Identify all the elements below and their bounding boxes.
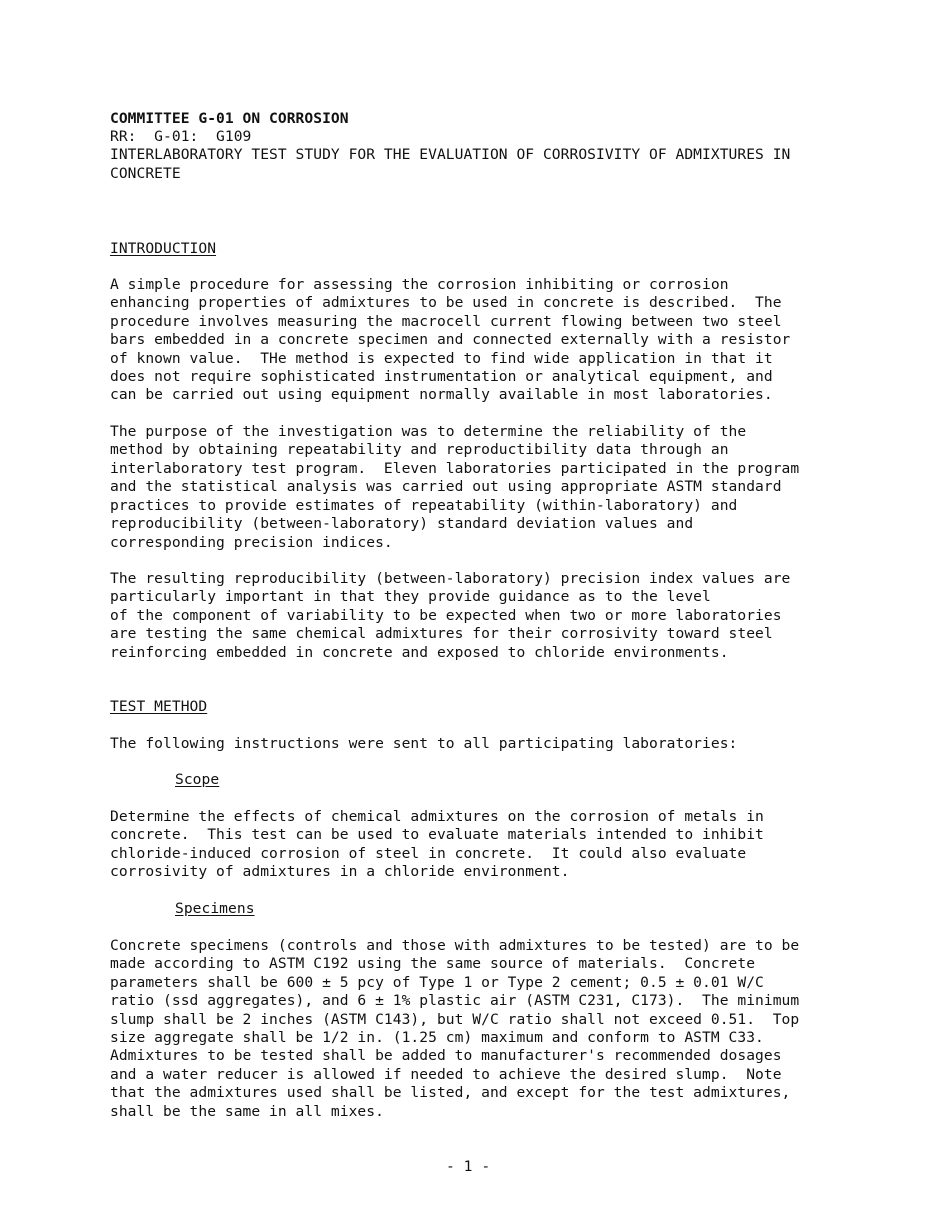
document-title-line-2: CONCRETE: [110, 165, 181, 182]
intro-p2-line: reproducibility (between-laboratory) standard deviation values and: [110, 515, 694, 532]
document-title-line-1: INTERLABORATORY TEST STUDY FOR THE EVALUATION OF CORROSIVITY OF ADMIXTURES IN: [110, 146, 791, 163]
test-method-heading: TEST METHOD: [110, 698, 208, 715]
introduction-heading: INTRODUCTION: [110, 240, 217, 257]
scope-line: Determine the effects of chemical admixtures on the corrosion of metals in: [110, 808, 764, 825]
committee-heading: COMMITTEE G-01 ON CORROSION: [110, 110, 349, 127]
scope-line: chloride-induced corrosion of steel in concrete. It could also evaluate: [110, 845, 747, 862]
page-number: - 1 -: [446, 1158, 491, 1175]
intro-p1-line: enhancing properties of admixtures to be used in concrete is described. The: [110, 294, 782, 311]
scope-line: concrete. This test can be used to evaluate materials intended to inhibit: [110, 826, 764, 843]
specimens-line: ratio (ssd aggregates), and 6 ± 1% plastic air (ASTM C231, C173). The minimum: [110, 992, 800, 1009]
specimens-line: and a water reducer is allowed if needed to achieve the desired slump. Note: [110, 1066, 782, 1083]
intro-p3-line: are testing the same chemical admixtures for their corrosivity toward steel: [110, 625, 773, 642]
intro-p3-line: particularly important in that they provide guidance as to the level: [110, 588, 711, 605]
specimens-line: Concrete specimens (controls and those with admixtures to be tested) are to be: [110, 937, 800, 954]
intro-p1-line: A simple procedure for assessing the corrosion inhibiting or corrosion: [110, 276, 729, 293]
intro-p1-line: of known value. THe method is expected to find wide application in that it: [110, 350, 773, 367]
specimens-line: slump shall be 2 inches (ASTM C143), but W/C ratio shall not exceed 0.51. Top: [110, 1011, 800, 1028]
specimens-line: Admixtures to be tested shall be added to manufacturer's recommended dosages: [110, 1047, 782, 1064]
scope-heading: Scope: [175, 771, 220, 788]
specimens-line: size aggregate shall be 1/2 in. (1.25 cm) maximum and conform to ASTM C33.: [110, 1029, 764, 1046]
intro-p1-line: does not require sophisticated instrumentation or analytical equipment, and: [110, 368, 773, 385]
specimens-heading: Specimens: [175, 900, 255, 917]
intro-p3-line: reinforcing embedded in concrete and exposed to chloride environments.: [110, 644, 729, 661]
specimens-line: made according to ASTM C192 using the same source of materials. Concrete: [110, 955, 756, 972]
intro-p2-line: method by obtaining repeatability and reproductibility data through an: [110, 441, 729, 458]
test-method-intro: The following instructions were sent to all participating laboratories:: [110, 735, 738, 752]
scope-line: corrosivity of admixtures in a chloride environment.: [110, 863, 570, 880]
intro-p2-line: interlaboratory test program. Eleven laboratories participated in the program: [110, 460, 800, 477]
intro-p3-line: The resulting reproducibility (between-laboratory) precision index values are: [110, 570, 791, 587]
intro-p2-line: and the statistical analysis was carried out using appropriate ASTM standard: [110, 478, 782, 495]
intro-p1-line: bars embedded in a concrete specimen and connected externally with a resistor: [110, 331, 791, 348]
intro-p3-line: of the component of variability to be expected when two or more laboratories: [110, 607, 782, 624]
intro-p1-line: procedure involves measuring the macrocell current flowing between two steel: [110, 313, 782, 330]
specimens-line: parameters shall be 600 ± 5 pcy of Type 1 or Type 2 cement; 0.5 ± 0.01 W/C: [110, 974, 764, 991]
specimens-line: shall be the same in all mixes.: [110, 1103, 384, 1120]
intro-p1-line: can be carried out using equipment normally available in most laboratories.: [110, 386, 773, 403]
intro-p2-line: practices to provide estimates of repeatability (within-laboratory) and: [110, 497, 738, 514]
intro-p2-line: corresponding precision indices.: [110, 534, 393, 551]
specimens-line: that the admixtures used shall be listed, and except for the test admixtures,: [110, 1084, 791, 1101]
rr-reference: RR: G-01: G109: [110, 128, 252, 145]
intro-p2-line: The purpose of the investigation was to determine the reliability of the: [110, 423, 747, 440]
